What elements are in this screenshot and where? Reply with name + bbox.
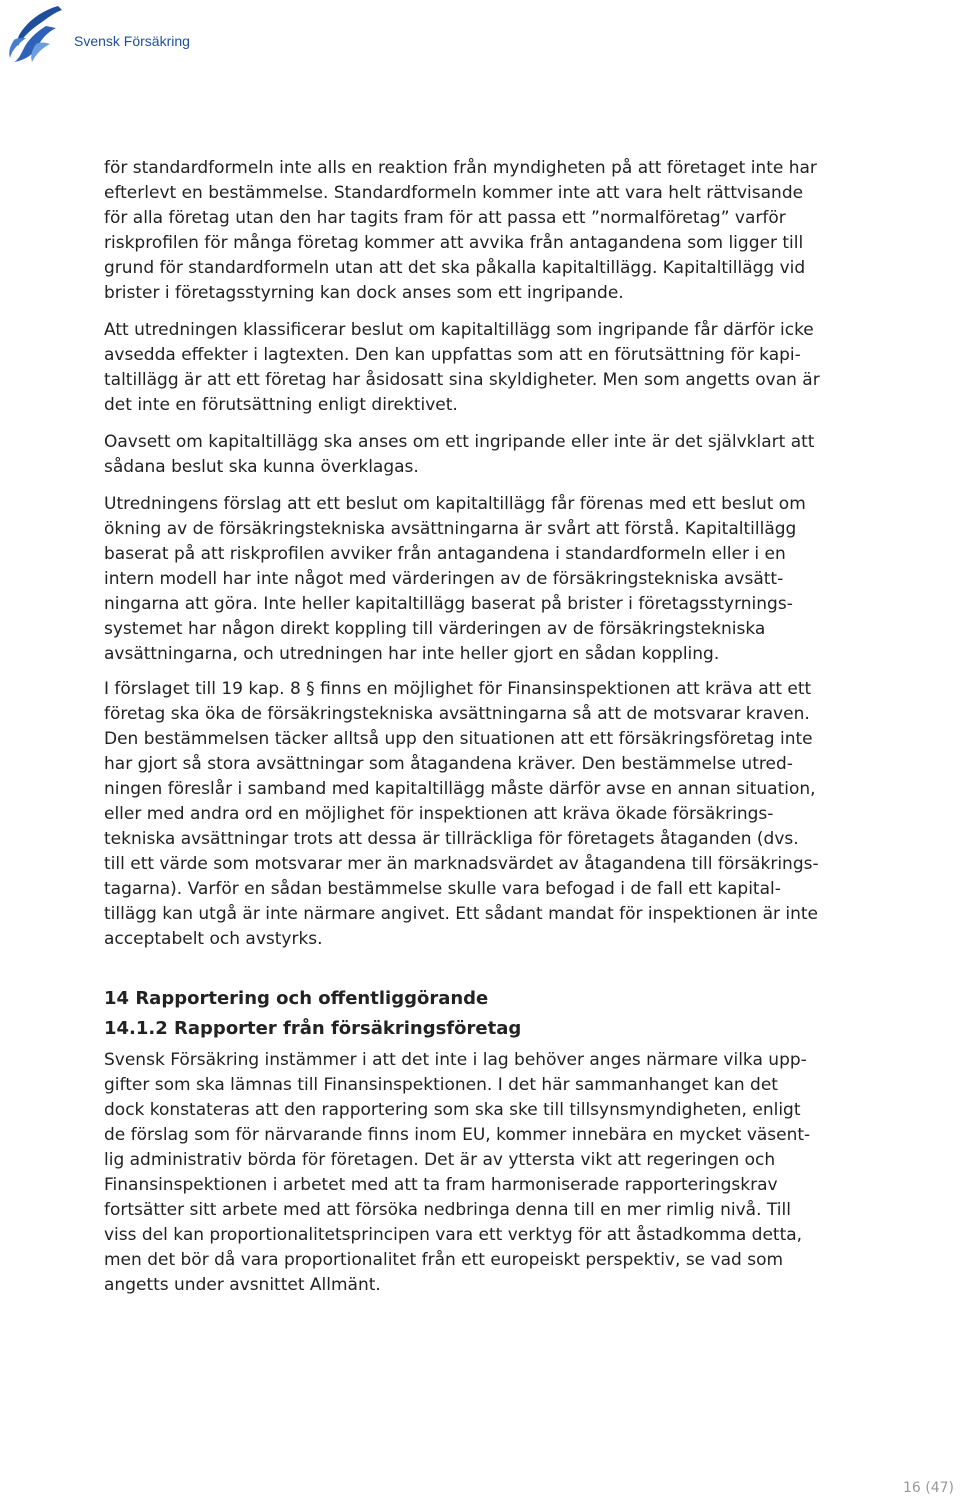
document-body (104, 156, 904, 1298)
svensk-forsakring-logo-icon (6, 4, 72, 64)
section-heading: 14 Rapportering och offentliggörande (104, 988, 489, 1009)
paragraph: Att utredningen klassificerar beslut om kapitaltillägg som ingripande får därför icke avsedda effekter i lagtexten. Den kan uppfattas som att en förutsättning för kapi- taltillägg är att ett företag har åsidosatt sina skyldigheter. Men som angetts ovan är det inte en förutsättning enligt direktivet. (104, 320, 820, 415)
page-number: 16 (47) (902, 1480, 954, 1496)
paragraph: Utredningens förslag att ett beslut om kapitaltillägg får förenas med ett beslut om ökning av de försäkringstekniska avsättningarna är svårt att förstå. Kapitaltillägg baserat på att riskprofilen avviker från antagandena i standardformeln eller i en intern modell har inte något med värderingen av de försäkringstekniska avsätt- ningarna att göra. Inte heller kapitaltillägg baserat på brister i företagsstyrnings- systemet har någon direkt koppling till värderingen av de försäkringstekniska avsättningarna, och utredningen har inte heller gjort en sådan koppling. (104, 494, 806, 664)
paragraph: Svensk Försäkring instämmer i att det inte i lag behöver anges närmare vilka upp- gifter som ska lämnas till Finansinspektionen. I det här sammanhanget kan det dock konstateras att den rapportering som ska ske till tillsynsmyndigheten, enligt de förslag som för närvarande finns inom EU, kommer innebära en mycket väsent- lig administrativ börda för företagen. Det är av yttersta vikt att regeringen och Finansinspektionen i arbetet med att ta fram harmoniserade rapporteringskrav fortsätter sitt arbete med att försöka nedbringa denna till en mer rimlig nivå. Till viss del kan proportionalitetsprincipen vara ett verktyg för att åstadkomma detta, men det bör då vara proportionalitet från ett europeiskt perspektiv, se vad som angetts under avsnittet Allmänt. (104, 1050, 811, 1295)
header (6, 4, 206, 64)
paragraph: Oavsett om kapitaltillägg ska anses om ett ingripande eller inte är det självklart att sådana beslut ska kunna överklagas. (104, 432, 815, 477)
logo-text: Svensk Försäkring (74, 33, 190, 49)
paragraph: I förslaget till 19 kap. 8 § finns en möjlighet för Finansinspektionen att kräva att ett företag ska öka de försäkringstekniska avsättningarna så att de motsvarar kraven. Den bestämmelsen täcker alltså upp den situationen att ett försäkringsföretag inte har gjort så stora avsättningar som åtagandena kräver. Den bestämmelse utred- ningen föreslår i samband med kapitaltillägg måste därför avse en annan situation, eller med andra ord en möjlighet för inspektionen att kräva ökade försäkrings- tekniska avsättningar trots att dessa är tillräckliga för företagets åtaganden (dvs. till ett värde som motsvarar mer än marknadsvärdet av åtagandena till försäkrings- tagarna). Varför en sådan bestämmelse skulle vara befogad i de fall ett kapital- tillägg kan utgå är inte närmare angivet. Ett sådant mandat för inspektionen är inte acceptabelt och avstyrks. (104, 679, 819, 949)
paragraph: för standardformeln inte alls en reaktion från myndigheten på att företaget inte har efterlevt en bestämmelse. Standardformeln kommer inte att vara helt rättvisande för alla företag utan den har tagits fram för att passa ett ”normalföretag” varför riskprofilen för många företag kommer att avvika från antagandena som ligger till grund för standardformeln utan att det ska påkalla kapitaltillägg. Kapitaltillägg vid brister i företagsstyrning kan dock anses som ett ingripande. (104, 158, 817, 303)
subsection-heading: 14.1.2 Rapporter från försäkringsföretag (104, 1018, 522, 1039)
